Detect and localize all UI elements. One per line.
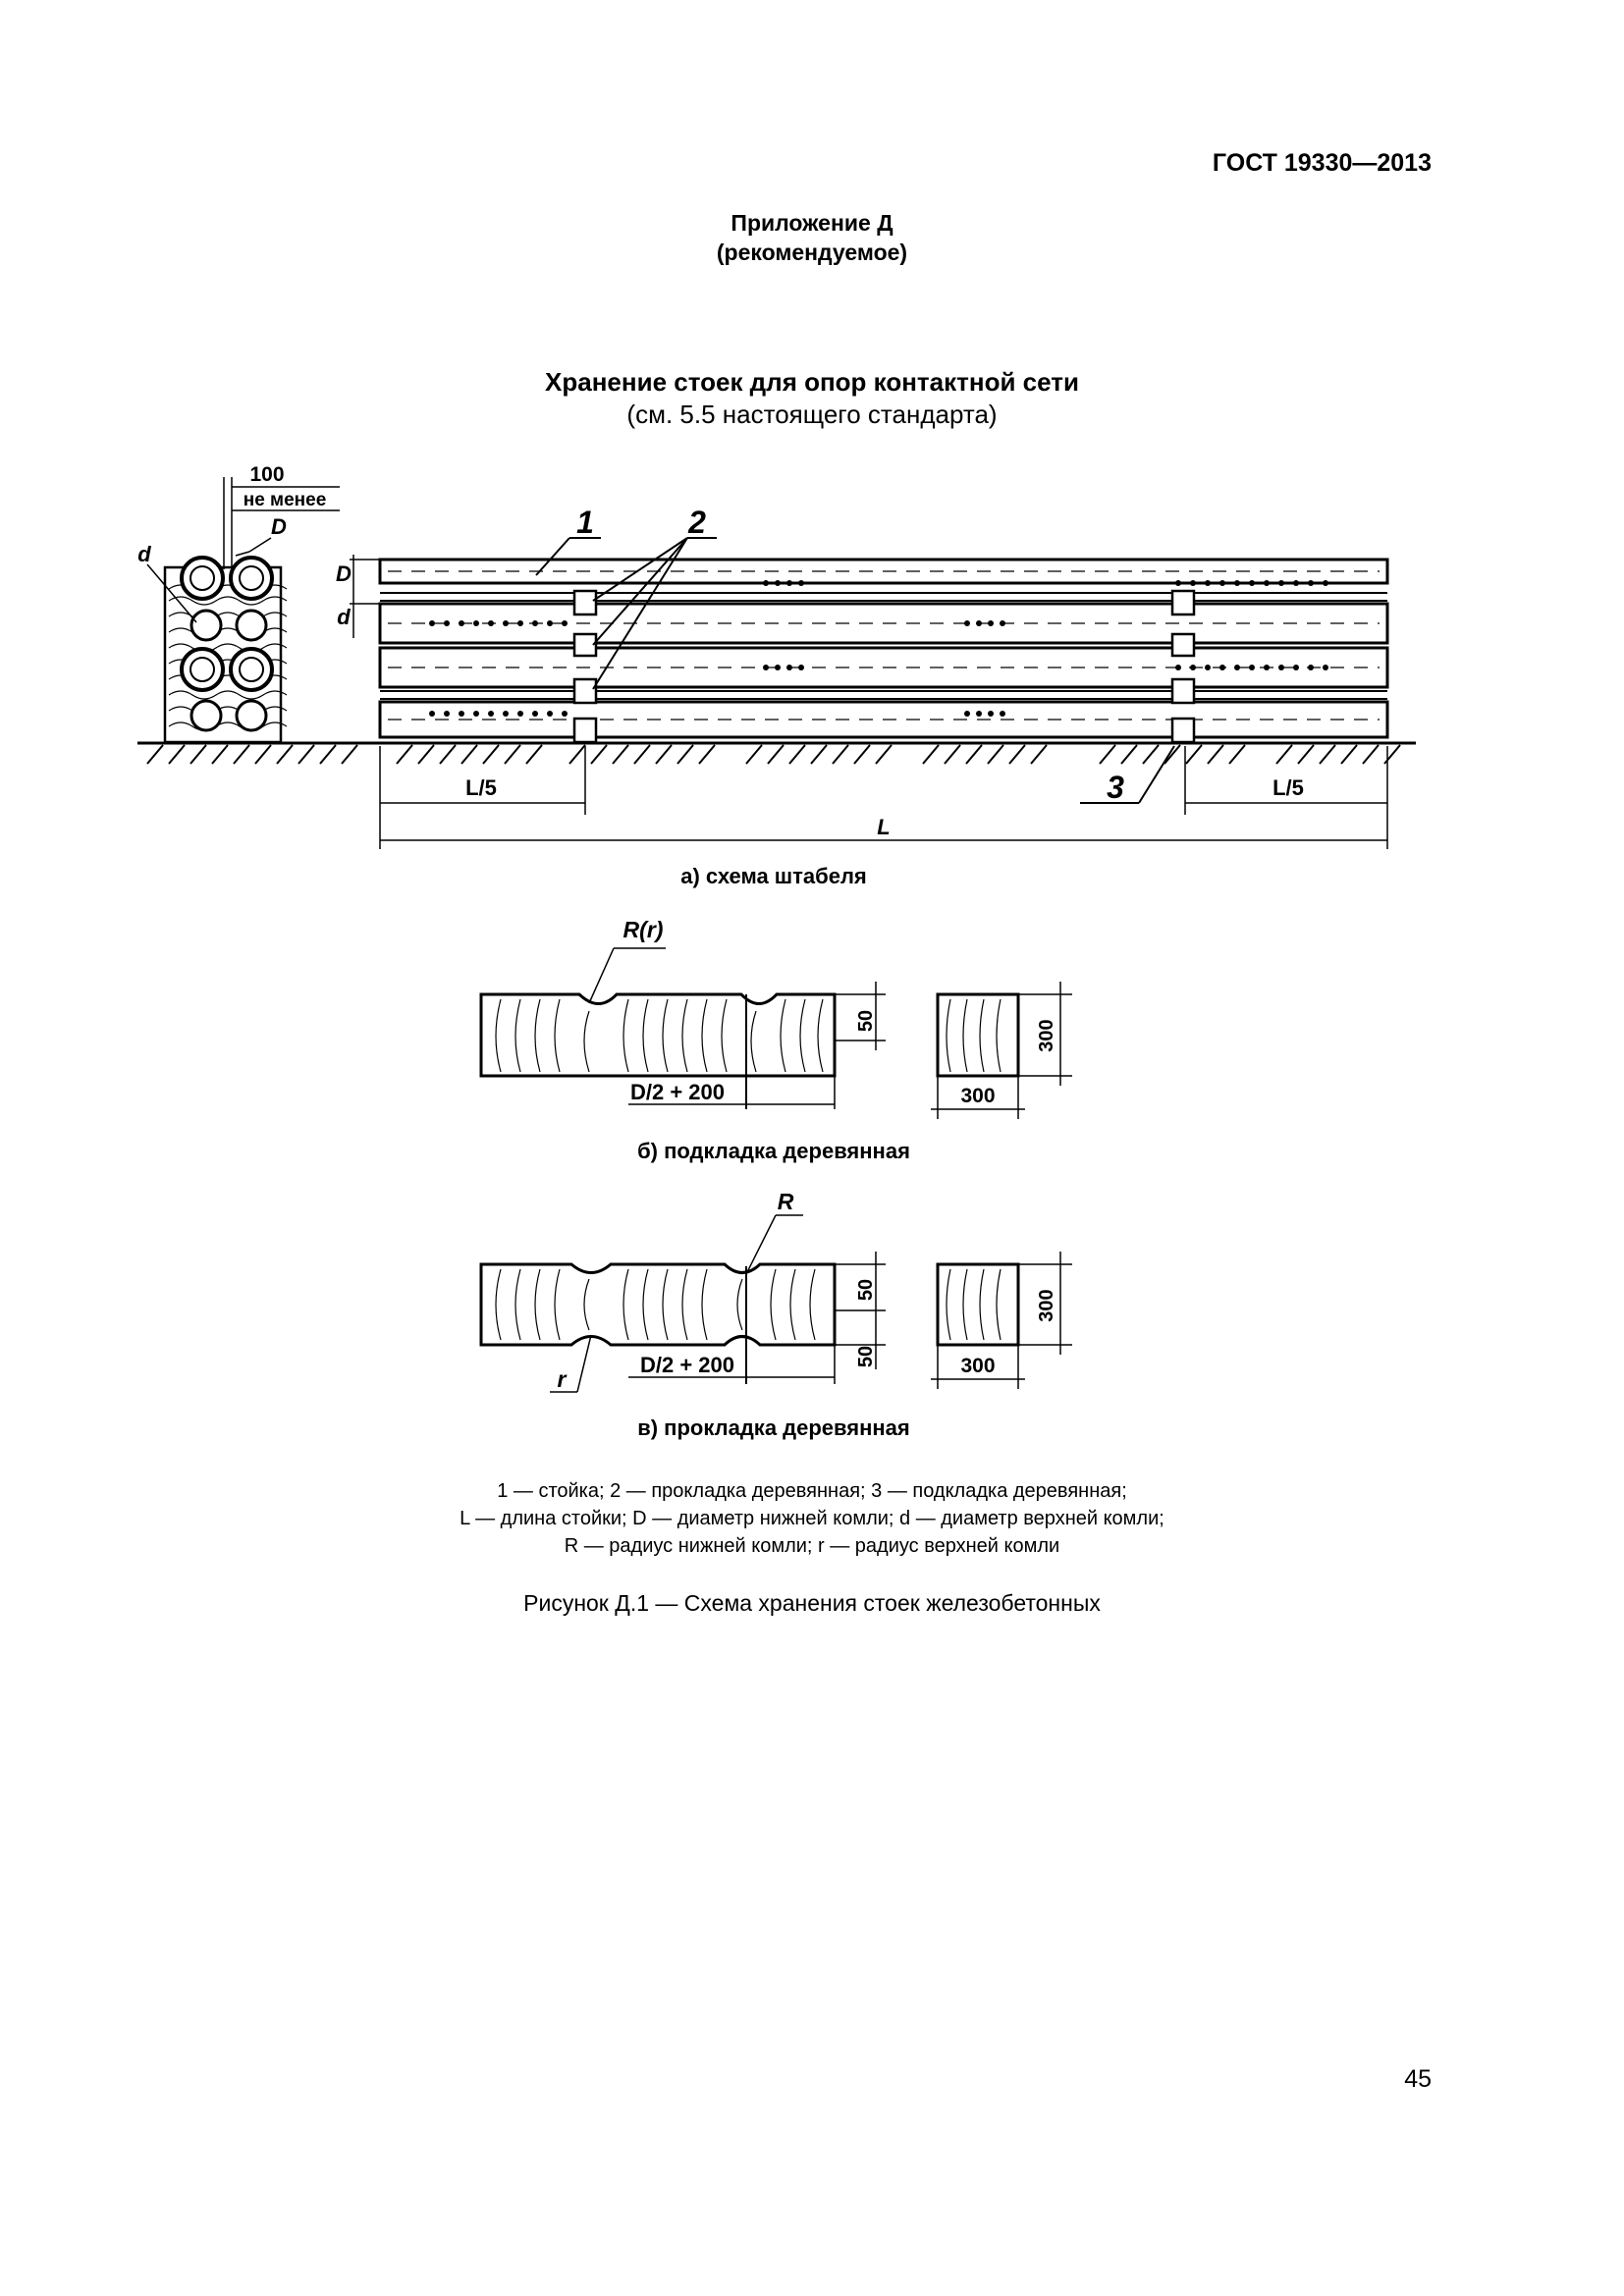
dim-300-w-b: 300	[960, 1085, 996, 1107]
dim-L5-left: L/5	[465, 775, 497, 800]
dim-D2-c: D/2 + 200	[639, 1353, 735, 1377]
ground-hatching	[147, 745, 1400, 764]
label-d-end: d	[137, 542, 151, 566]
standard-header: ГОСТ 19330—2013	[1212, 149, 1432, 177]
caption-a: а) схема штабеля	[680, 864, 867, 888]
dim-L: L	[877, 815, 891, 839]
figure-subtitle: (см. 5.5 настоящего стандарта)	[626, 400, 998, 429]
label-D-side: D	[336, 561, 352, 586]
label-d-side: d	[337, 605, 351, 629]
figure-title: Хранение стоек для опор контактной сети	[545, 367, 1079, 397]
label-R: R	[777, 1189, 794, 1214]
dim-300-h-b: 300	[1036, 1019, 1057, 1052]
stack-scheme	[137, 463, 1416, 849]
dim-50-top-c: 50	[855, 1278, 877, 1302]
legend-line-3: R — радиус нижней комли; r — радиус верхней комли	[564, 1535, 1060, 1557]
figure-legend	[0, 1477, 1624, 1560]
dim-300-w-c: 300	[960, 1355, 996, 1377]
figure-caption: Рисунок Д.1 — Схема хранения стоек железобетонных	[523, 1590, 1101, 1616]
label-r: r	[557, 1366, 567, 1392]
legend-line-2: L — длина стойки; D — диаметр нижней комли; d — диаметр верхней комли;	[460, 1508, 1164, 1529]
legend-line-1: 1 — стойка; 2 — прокладка деревянная; 3 — подкладка деревянная;	[497, 1480, 1127, 1502]
callout-1: 1	[576, 505, 594, 540]
page-number: 45	[1404, 2065, 1432, 2093]
caption-c: в) прокладка деревянная	[637, 1415, 910, 1440]
poles-side-view	[380, 560, 1387, 737]
caption-b: б) подкладка деревянная	[637, 1139, 910, 1163]
callout-3: 3	[1107, 770, 1124, 805]
dim-50-b: 50	[855, 1009, 877, 1033]
callout-2: 2	[688, 505, 706, 540]
label-D-end: D	[271, 514, 287, 539]
appendix-status: (рекомендуемое)	[716, 240, 908, 265]
dim-300-h-c: 300	[1036, 1289, 1057, 1322]
dim-D2-b: D/2 + 200	[629, 1080, 726, 1104]
label-100: 100	[249, 463, 285, 486]
label-Rr: R(r)	[623, 917, 664, 942]
label-min: не менее	[243, 490, 327, 510]
pole-diameter-dims	[350, 555, 379, 638]
stack-end-view	[147, 477, 340, 742]
dim-L5-right: L/5	[1272, 775, 1304, 800]
dim-50-bottom-c: 50	[855, 1345, 877, 1368]
appendix-title: Приложение Д	[731, 210, 893, 236]
